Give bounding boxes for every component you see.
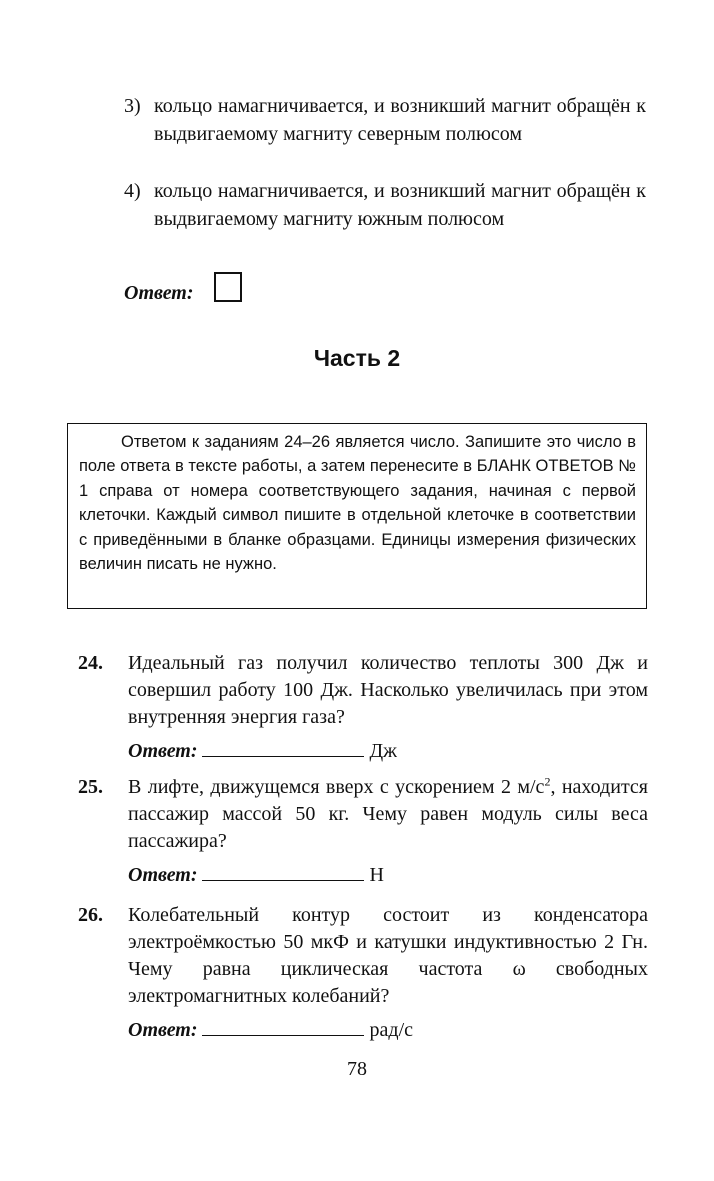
answer-unit: Дж — [369, 740, 397, 762]
answer-option-3 — [124, 92, 646, 148]
task-24 — [78, 650, 648, 765]
answer-blank-input[interactable] — [202, 738, 364, 757]
page-number: 78 — [347, 1058, 367, 1080]
task-text: Идеальный газ получил количество теплоты 300 Дж и совершил работу 100 Дж. Насколько увеличилась при этом внутренняя энергия газа? — [128, 652, 648, 728]
instructions-text: Ответом к заданиям 24–26 является число. Запишите это число в поле ответа в тексте работы, а затем перенесите в БЛАНК ОТВЕТОВ № 1 справа от номера соответствующего задания, начиная с первой клеточки. Каждый символ пишите в отдельной клеточке в соответствии с приведёнными в бланке образцами. Единицы измерения физических величин писать не нужно. — [79, 433, 636, 574]
answer-label: Ответ: — [124, 282, 194, 304]
instructions-box — [67, 423, 647, 609]
answer-blank-input[interactable] — [202, 1017, 364, 1036]
task-number: 25. — [78, 776, 103, 798]
task-25 — [78, 774, 648, 889]
option-number: 4) — [124, 180, 141, 202]
superscript: 2 — [544, 774, 551, 789]
task-number: 26. — [78, 904, 103, 926]
answer-label: Ответ: — [128, 1019, 198, 1041]
answer-box-input[interactable] — [214, 272, 242, 302]
answer-label: Ответ: — [128, 740, 198, 762]
answer-option-4 — [124, 177, 646, 233]
answer-label: Ответ: — [128, 864, 198, 886]
answer-blank-input[interactable] — [202, 862, 364, 881]
task-26 — [78, 902, 648, 1044]
task-answer-line — [128, 738, 648, 765]
part-title: Часть 2 — [313, 345, 401, 371]
option-number: 3) — [124, 95, 141, 117]
option-text: кольцо намагничивается, и возникший магнит обращён к выдвигаемому магниту северным полюсом — [154, 95, 646, 145]
task-answer-line — [128, 862, 648, 889]
answer-unit: рад/с — [369, 1019, 414, 1041]
task-answer-line — [128, 1017, 648, 1044]
task-text: Колебательный контур состоит из конденсатора электроёмкостью 50 мкФ и катушки индуктивностью 2 Гн. Чему равна циклическая частота ω свободных электромагнитных колебаний? — [128, 904, 648, 1007]
answer-unit: Н — [369, 864, 384, 886]
task-text: В лифте, движущемся вверх с ускорением 2 $м/с^2$, находится пассажир массой 50 кг. Чему равен модуль силы веса пассажира? — [128, 774, 648, 852]
option-text: кольцо намагничивается, и возникший магнит обращён к выдвигаемому магниту южным полюсом — [154, 180, 646, 230]
task-number: 24. — [78, 652, 103, 674]
